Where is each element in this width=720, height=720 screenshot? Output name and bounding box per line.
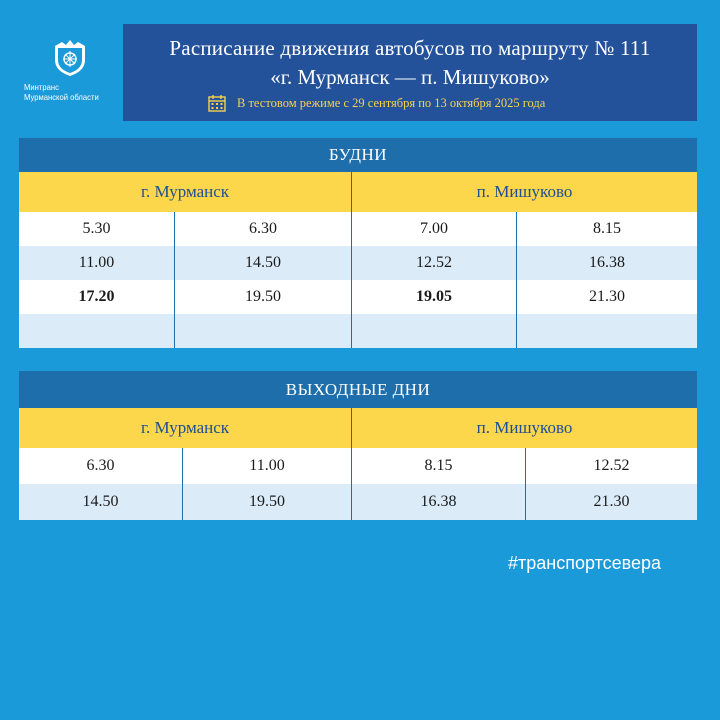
departure-time: 16.38 xyxy=(352,484,526,520)
departure-time: 19.50 xyxy=(183,484,352,520)
direction-headers xyxy=(19,408,697,448)
direction-headers xyxy=(19,172,697,212)
table-row xyxy=(19,246,697,280)
departure-time: 19.05 xyxy=(352,280,517,314)
test-mode-notice xyxy=(207,94,545,112)
route-name: «г. Мурманск — п. Мишуково» xyxy=(270,65,550,89)
departure-time: 11.00 xyxy=(19,246,175,280)
weekends-table xyxy=(19,371,697,520)
departure-time: 6.30 xyxy=(19,448,183,484)
departure-time: 12.52 xyxy=(352,246,517,280)
departure-time: 8.15 xyxy=(352,448,526,484)
table-row xyxy=(19,314,697,348)
departure-time: 8.15 xyxy=(593,220,621,237)
coat-of-arms-icon xyxy=(52,38,88,78)
test-mode-text: В тестовом режиме с 29 сентября по 13 октября 2025 года xyxy=(237,95,546,110)
departure-time: 17.20 xyxy=(19,280,175,314)
table-row xyxy=(19,448,697,484)
direction-murmansk: г. Мурманск xyxy=(19,408,352,448)
table-row xyxy=(19,280,697,314)
calendar-icon xyxy=(207,93,227,113)
weekdays-title: БУДНИ xyxy=(19,138,697,172)
org-name-line1: Минтранс xyxy=(24,82,59,92)
departure-time: 11.00 xyxy=(183,448,352,484)
departure-time: 14.50 xyxy=(175,246,352,280)
departure-time xyxy=(352,314,517,348)
departure-time xyxy=(517,314,697,348)
weekdays-table xyxy=(19,138,697,348)
departure-time: 12.52 xyxy=(593,457,630,474)
table-row xyxy=(19,212,697,246)
departure-time: 6.30 xyxy=(175,212,352,246)
departure-time: 5.30 xyxy=(19,212,175,246)
departure-time: 19.50 xyxy=(175,280,352,314)
ministry-logo xyxy=(20,38,120,118)
direction-murmansk: г. Мурманск xyxy=(19,172,352,212)
direction-mishukovo: п. Мишуково xyxy=(476,418,573,437)
page-title: Расписание движения автобусов по маршруту № 111 xyxy=(169,36,651,60)
hashtag: #транспортсевера xyxy=(508,553,662,573)
org-name-line2: Мурманской области xyxy=(24,92,99,102)
departure-time xyxy=(19,314,175,348)
departure-time: 16.38 xyxy=(589,254,625,271)
direction-mishukovo: п. Мишуково xyxy=(476,182,573,201)
departure-time: 14.50 xyxy=(19,484,183,520)
table-row xyxy=(19,484,697,520)
weekends-title: ВЫХОДНЫЕ ДНИ xyxy=(19,371,697,408)
departure-time: 7.00 xyxy=(352,212,517,246)
schedule-header xyxy=(123,24,697,121)
departure-time: 21.30 xyxy=(593,493,630,510)
departure-time: 21.30 xyxy=(589,288,625,305)
departure-time xyxy=(175,314,352,348)
